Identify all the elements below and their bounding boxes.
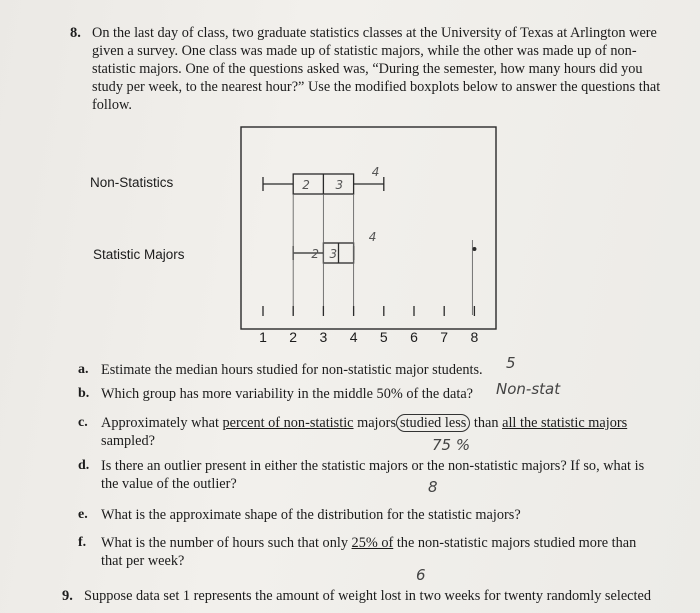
question-c-line-2: sampled? bbox=[101, 433, 155, 449]
stat-pencil-label-1: 3 bbox=[329, 247, 338, 261]
question-8-line-1: On the last day of class, two graduate statistics classes at the University of Texas at Arlington were bbox=[92, 25, 657, 41]
plot-area bbox=[263, 165, 476, 315]
question-d-letter: d. bbox=[78, 458, 90, 473]
question-a-text: Estimate the median hours studied for non-statistic major students. bbox=[101, 362, 483, 378]
question-8-line-5: follow. bbox=[92, 97, 132, 113]
nonstat-label: Non-Statistics bbox=[90, 175, 174, 190]
stat-pencil-label-2: 4 bbox=[368, 230, 377, 244]
x-tick-label-2: 2 bbox=[289, 329, 298, 345]
chart-frame bbox=[241, 127, 496, 329]
nonstat-boxplot bbox=[263, 174, 384, 194]
nonstat-pencil-label-1: 3 bbox=[335, 178, 344, 192]
question-c-letter: c. bbox=[78, 415, 88, 430]
boxplot-chart bbox=[60, 120, 510, 350]
nonstat-pencil-label-0: 2 bbox=[302, 178, 310, 192]
question-a-letter: a. bbox=[78, 362, 89, 377]
question-d-line-1: Is there an outlier present in either the statistic majors or the non-statistic majors? If so, what is bbox=[101, 458, 645, 474]
answer-b: Non-stat bbox=[496, 380, 561, 398]
axis-ticks bbox=[259, 306, 478, 345]
answer-a: 5 bbox=[506, 354, 516, 372]
question-9-number: 9. bbox=[62, 588, 73, 604]
stat-boxplot bbox=[293, 243, 476, 263]
question-f-line-2: that per week? bbox=[101, 553, 185, 569]
question-e-text: What is the approximate shape of the distribution for the statistic majors? bbox=[101, 507, 521, 523]
question-d-line-2: the value of the outlier? bbox=[101, 476, 237, 492]
x-tick-label-5: 5 bbox=[379, 329, 388, 345]
question-b-letter: b. bbox=[78, 386, 90, 401]
x-tick-label-4: 4 bbox=[349, 329, 358, 345]
question-8-number: 8. bbox=[70, 25, 81, 41]
x-tick-label-8: 8 bbox=[470, 329, 479, 345]
x-tick-label-3: 3 bbox=[319, 329, 328, 345]
x-tick-label-6: 6 bbox=[410, 329, 418, 345]
question-f-text: What is the number of hours such that only 25% of the non-statistic majors studied more than bbox=[101, 535, 637, 551]
stat-outlier-0 bbox=[473, 248, 476, 251]
answer-d: 8 bbox=[428, 478, 438, 496]
question-b-text: Which group has more variability in the middle 50% of the data? bbox=[101, 386, 474, 402]
question-8-line-3: statistic majors. One of the questions asked was, “During the semester, how many hours did you bbox=[92, 61, 643, 77]
stat-pencil-label-0: 2 bbox=[311, 247, 319, 261]
answer-f: 6 bbox=[416, 566, 426, 584]
question-f-letter: f. bbox=[78, 535, 87, 550]
question-8-line-4: study per week, to the nearest hour?” Use the modified boxplots below to answer the questions that bbox=[92, 79, 661, 95]
answer-c: 75 % bbox=[432, 436, 471, 454]
question-c-text: Approximately what percent of non-statistic majors studied less than all the statistic majors bbox=[101, 415, 628, 431]
question-9-line-1: Suppose data set 1 represents the amount of weight lost in two weeks for twenty randomly selected bbox=[84, 588, 651, 604]
x-tick-label-1: 1 bbox=[259, 329, 267, 345]
nonstat-pencil-label-2: 4 bbox=[371, 165, 380, 179]
question-8-line-2: given a survey. One class was made up of statistic majors, while the other was made up of non- bbox=[92, 43, 637, 59]
x-tick-label-7: 7 bbox=[440, 329, 449, 345]
question-e-letter: e. bbox=[78, 507, 88, 522]
stat-label: Statistic Majors bbox=[93, 247, 185, 262]
